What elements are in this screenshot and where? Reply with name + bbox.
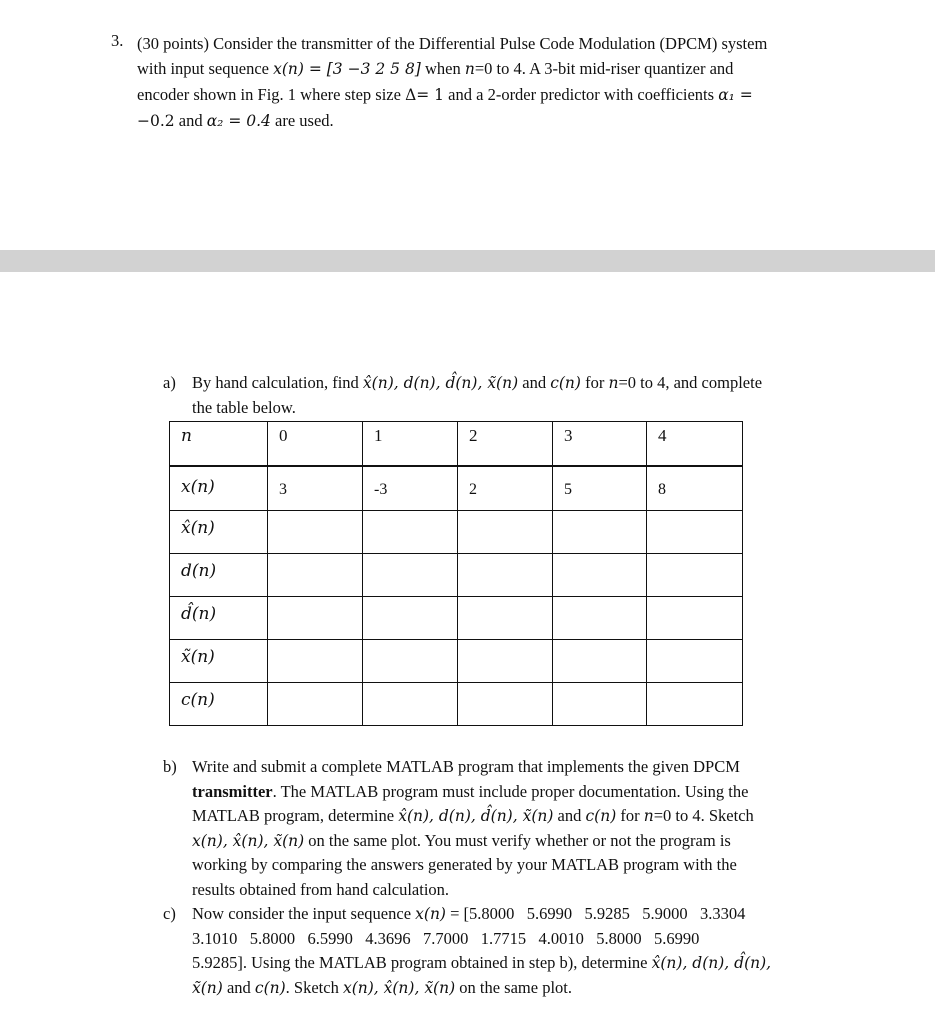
table-cell[interactable] [363, 683, 458, 726]
page-separator-band [0, 250, 935, 272]
alpha1-math: α₁ = [718, 86, 753, 104]
table-cell[interactable] [647, 640, 743, 683]
table-column-header: 0 [268, 422, 363, 466]
part-a-body [192, 371, 853, 420]
signals-math: x̂(n), d(n), d̂(n), x̃(n) [362, 374, 519, 392]
table-cell: 3 [268, 466, 363, 511]
text-fragment: and [222, 977, 255, 997]
table-cell[interactable] [647, 511, 743, 554]
x-signal-math: x(n) [415, 905, 446, 923]
part-c [163, 902, 853, 1000]
table-header-row [170, 422, 743, 466]
table-cell[interactable] [458, 640, 553, 683]
table-cell[interactable] [553, 597, 647, 640]
text-fragment: =0 to 4. Sketch [653, 806, 754, 825]
c-signal-math: c(n) [550, 374, 581, 392]
text-fragment: on the same plot. You must verify whether or not the program is [304, 830, 731, 850]
part-c-body [192, 902, 853, 1000]
table-column-header: 3 [553, 422, 647, 466]
text-fragment: and a 2-order predictor with coefficients [444, 85, 719, 104]
part-b-line-4 [192, 829, 853, 854]
table-cell[interactable] [647, 683, 743, 726]
table-cell[interactable] [458, 554, 553, 597]
plot-signals-math: x(n), x̂(n), x̃(n) [342, 978, 456, 997]
part-a-label: a) [163, 373, 176, 392]
table-cell[interactable] [268, 597, 363, 640]
part-a-line-1 [192, 371, 853, 396]
table-cell[interactable] [553, 511, 647, 554]
alpha2-math: α₂ = 0.4 [206, 112, 271, 130]
table-cell[interactable] [553, 640, 647, 683]
part-c-line-3 [192, 951, 853, 976]
table-row-label: x̂(n) [170, 511, 268, 554]
table-header-label: n [170, 422, 268, 466]
table-cell: -3 [363, 466, 458, 511]
part-c-line-4 [192, 976, 853, 1001]
text-fragment: and [518, 373, 551, 392]
question-line-4 [137, 108, 852, 134]
table-column-header: 1 [363, 422, 458, 466]
part-b-line-3 [192, 804, 853, 829]
plot-signals-math: x(n), x̂(n), x̃(n) [192, 831, 305, 850]
part-b [163, 755, 853, 902]
question-line-3 [137, 82, 852, 108]
table-cell[interactable] [268, 640, 363, 683]
table-cell[interactable] [458, 683, 553, 726]
signals-math: x̂(n), d(n), d̂(n), x̃(n) [398, 807, 554, 825]
table-cell[interactable] [363, 511, 458, 554]
alpha1-value: −0.2 [137, 112, 175, 130]
table-cell[interactable] [363, 554, 458, 597]
table-row [170, 466, 743, 511]
table-row [170, 511, 743, 554]
part-b-label: b) [163, 757, 177, 776]
table-cell[interactable] [647, 597, 743, 640]
text-fragment: =0 to 4, and complete [618, 373, 763, 392]
part-c-label: c) [163, 904, 176, 923]
n-variable: n [464, 60, 475, 78]
table-cell[interactable] [458, 597, 553, 640]
c-signal-math: c(n) [585, 807, 617, 825]
table-row [170, 554, 743, 597]
text-fragment: and [553, 806, 586, 825]
bold-term: transmitter [192, 781, 273, 801]
table-column-header: 2 [458, 422, 553, 466]
table-cell[interactable] [363, 597, 458, 640]
table-row [170, 640, 743, 683]
table-cell[interactable] [268, 511, 363, 554]
table-row [170, 597, 743, 640]
part-c-line-1 [192, 902, 853, 927]
text-fragment: 5.9285]. Using the MATLAB program obtained in step b), determine [192, 953, 652, 972]
table-cell[interactable] [268, 683, 363, 726]
table-column-header: 4 [647, 422, 743, 466]
part-b-line-2 [192, 780, 853, 805]
table-cell[interactable] [458, 511, 553, 554]
part-a [163, 371, 853, 420]
text-fragment: MATLAB program, determine [192, 806, 399, 825]
text-fragment: on the same plot. [455, 977, 572, 997]
table-row-label: x̃(n) [170, 640, 268, 683]
text-fragment: Now consider the input sequence [192, 904, 416, 923]
text-fragment: . The MATLAB program must include proper documentation. Using the [272, 781, 749, 801]
text-fragment: with input sequence [137, 59, 274, 78]
x-tilde-math: x̃(n) [192, 978, 223, 997]
signals-math: x̂(n), d(n), d̂(n), [651, 954, 772, 972]
text-fragment: By hand calculation, find [192, 373, 363, 392]
question-line-1: (30 points) Consider the transmitter of the Differential Pulse Code Modulation (DPCM) system [137, 34, 768, 53]
table-row-label: d(n) [170, 554, 268, 597]
n-variable: n [643, 807, 654, 825]
table-row-label: x(n) [170, 466, 268, 511]
part-a-line-2: the table below. [192, 397, 296, 417]
table-cell[interactable] [553, 554, 647, 597]
text-fragment: =0 to 4. A 3-bit mid-riser quantizer and [474, 59, 734, 78]
text-fragment: are used. [270, 111, 334, 130]
table-cell[interactable] [647, 554, 743, 597]
part-b-line-5: working by comparing the answers generated by your MATLAB program with the [192, 855, 737, 874]
table-cell[interactable] [553, 683, 647, 726]
question-line-2 [137, 56, 852, 82]
table-cell: 5 [553, 466, 647, 511]
text-fragment: = [5.8000 5.6990 5.9285 5.9000 3.3304 [445, 904, 746, 923]
c-signal-math: c(n) [254, 978, 286, 997]
table-cell: 2 [458, 466, 553, 511]
part-b-line-6: results obtained from hand calculation. [192, 879, 450, 899]
question-number: 3. [111, 31, 124, 50]
table-cell[interactable] [363, 640, 458, 683]
n-variable: n [608, 374, 619, 392]
table-row [170, 683, 743, 726]
table-cell[interactable] [268, 554, 363, 597]
input-sequence-math: x(n) = [3 −3 2 5 8] [273, 60, 421, 78]
dpcm-table [169, 421, 743, 726]
text-fragment: for [616, 806, 644, 825]
text-fragment: for [580, 373, 609, 392]
table-cell: 8 [647, 466, 743, 511]
table-row-label: d̂(n) [170, 597, 268, 640]
text-fragment: . Sketch [285, 977, 343, 997]
part-b-body [192, 755, 853, 902]
question-statement [137, 31, 852, 134]
part-c-line-2: 3.1010 5.8000 6.5990 4.3696 7.7000 1.7715 4.0010 5.8000 5.6990 [192, 928, 700, 948]
text-fragment: when [420, 59, 465, 78]
step-size-math: Δ= 1 [405, 86, 445, 104]
text-fragment: and [174, 111, 207, 130]
table-row-label: c(n) [170, 683, 268, 726]
text-fragment: encoder shown in Fig. 1 where step size [137, 85, 406, 104]
part-b-line-1: Write and submit a complete MATLAB program that implements the given DPCM [192, 757, 740, 776]
